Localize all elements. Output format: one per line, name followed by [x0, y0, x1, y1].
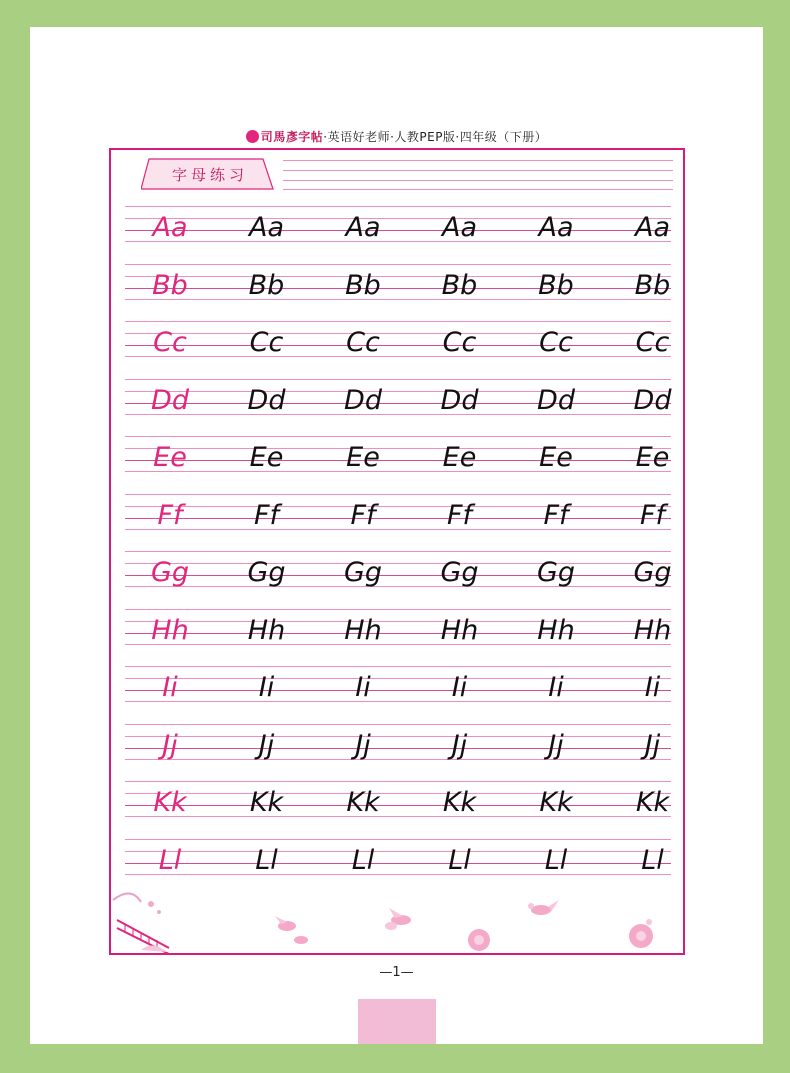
- copy-letter: Ii: [258, 672, 275, 703]
- page-tab: [358, 999, 436, 1044]
- copy-letter: Hh: [247, 614, 286, 646]
- copy-letter: Kk: [249, 787, 284, 818]
- copy-letter: Jj: [451, 729, 468, 761]
- copy-letter: Ii: [644, 672, 661, 703]
- copy-letter: Hh: [440, 614, 479, 646]
- copy-letter: Bb: [634, 269, 671, 301]
- copy-letter: Ll: [641, 844, 664, 876]
- copy-letter: Jj: [258, 729, 275, 761]
- section-title: 字母练习: [171, 166, 248, 184]
- copy-letter: Ff: [446, 499, 473, 531]
- footer-decoration: [111, 890, 687, 954]
- copy-letter: Jj: [644, 729, 661, 761]
- copy-letter: Hh: [633, 614, 672, 646]
- copy-letter: Bb: [441, 269, 478, 301]
- letter-row: [125, 436, 671, 482]
- bridge-illustration: [113, 893, 169, 954]
- bird-icon: [385, 908, 411, 930]
- model-letter: Ff: [157, 499, 183, 531]
- header-text: ·英语好老师·人教PEP版·四年级（下册）: [323, 130, 548, 144]
- model-letter: Bb: [152, 269, 188, 301]
- copy-letter: Bb: [345, 269, 381, 301]
- page-number: —1—: [379, 965, 414, 980]
- copy-letter: Bb: [538, 269, 574, 301]
- model-letter: Ii: [162, 672, 178, 703]
- model-letter: Ee: [153, 442, 187, 473]
- copy-letter: Dd: [247, 384, 286, 416]
- copy-letter: Aa: [441, 212, 477, 243]
- copy-letter: Ll: [544, 844, 568, 876]
- model-letter: Jj: [162, 729, 178, 761]
- letter-row: [125, 264, 671, 310]
- copy-letter: Dd: [440, 384, 479, 416]
- workbook-page: [30, 27, 763, 1044]
- flower-icon: [629, 919, 653, 948]
- brand-name: 司馬彥字帖: [260, 130, 324, 144]
- letter-row: [125, 609, 671, 655]
- page-header: [30, 128, 763, 145]
- copy-letter: Cc: [539, 327, 573, 358]
- copy-letter: Ee: [249, 442, 284, 473]
- letter-row: [125, 379, 671, 425]
- copy-letter: Cc: [635, 327, 670, 358]
- copy-letter: Ll: [351, 844, 375, 876]
- title-rule-lines: [283, 150, 673, 190]
- copy-letter: Gg: [633, 557, 672, 588]
- model-letter: Kk: [153, 787, 187, 818]
- copy-letter: Jj: [355, 729, 371, 761]
- model-letter: Gg: [150, 557, 190, 588]
- copy-letter: Ii: [548, 672, 564, 703]
- letter-row: [125, 781, 671, 827]
- copy-letter: Bb: [248, 269, 285, 301]
- bird-icon: [528, 900, 559, 915]
- copy-letter: Hh: [537, 614, 575, 646]
- copy-letter: Dd: [633, 384, 672, 416]
- flower-icon: [468, 929, 490, 951]
- copy-letter: Ff: [639, 499, 666, 531]
- section-title-box: [141, 158, 281, 190]
- copy-letter: Ee: [539, 442, 573, 473]
- copy-letter: Gg: [247, 557, 286, 588]
- letter-row: [125, 321, 671, 367]
- copy-letter: Aa: [538, 212, 574, 243]
- copy-letter: Jj: [548, 729, 564, 761]
- copy-letter: Hh: [344, 614, 382, 646]
- copy-letter: Kk: [539, 787, 573, 818]
- copy-letter: Cc: [442, 327, 477, 358]
- model-letter: Dd: [151, 384, 189, 416]
- copy-letter: Ff: [253, 499, 280, 531]
- copy-letter: Ii: [355, 672, 371, 703]
- copy-letter: Aa: [248, 212, 284, 243]
- brand-logo-icon: [246, 130, 259, 143]
- copy-letter: Ee: [442, 442, 477, 473]
- copy-letter: Dd: [344, 384, 382, 416]
- copy-letter: Ii: [451, 672, 468, 703]
- model-letter: Ll: [158, 844, 182, 876]
- copy-letter: Kk: [346, 787, 380, 818]
- letter-row: [125, 206, 671, 252]
- copy-letter: Ff: [350, 499, 376, 531]
- copy-letter: Aa: [345, 212, 381, 243]
- letter-row: [125, 551, 671, 597]
- copy-letter: Ll: [448, 844, 471, 876]
- copy-letter: Ff: [543, 499, 569, 531]
- copy-letter: Cc: [249, 327, 284, 358]
- letter-row: [125, 839, 671, 885]
- copy-letter: Aa: [634, 212, 670, 243]
- copy-letter: Ee: [346, 442, 380, 473]
- letter-row: [125, 666, 671, 712]
- model-letter: Cc: [153, 327, 187, 358]
- copy-letter: Ee: [635, 442, 670, 473]
- copy-letter: Cc: [346, 327, 380, 358]
- copy-letter: Gg: [440, 557, 479, 588]
- copy-letter: Kk: [635, 787, 670, 818]
- model-letter: Aa: [152, 212, 188, 243]
- model-letter: Hh: [151, 614, 189, 646]
- copy-letter: Ll: [255, 844, 278, 876]
- copy-letter: Dd: [537, 384, 575, 416]
- letter-row: [125, 724, 671, 770]
- copy-letter: Kk: [442, 787, 477, 818]
- practice-sheet: [109, 148, 685, 955]
- bird-icon: [275, 916, 308, 944]
- copy-letter: Gg: [343, 557, 383, 588]
- letter-row: [125, 494, 671, 540]
- copy-letter: Gg: [536, 557, 576, 588]
